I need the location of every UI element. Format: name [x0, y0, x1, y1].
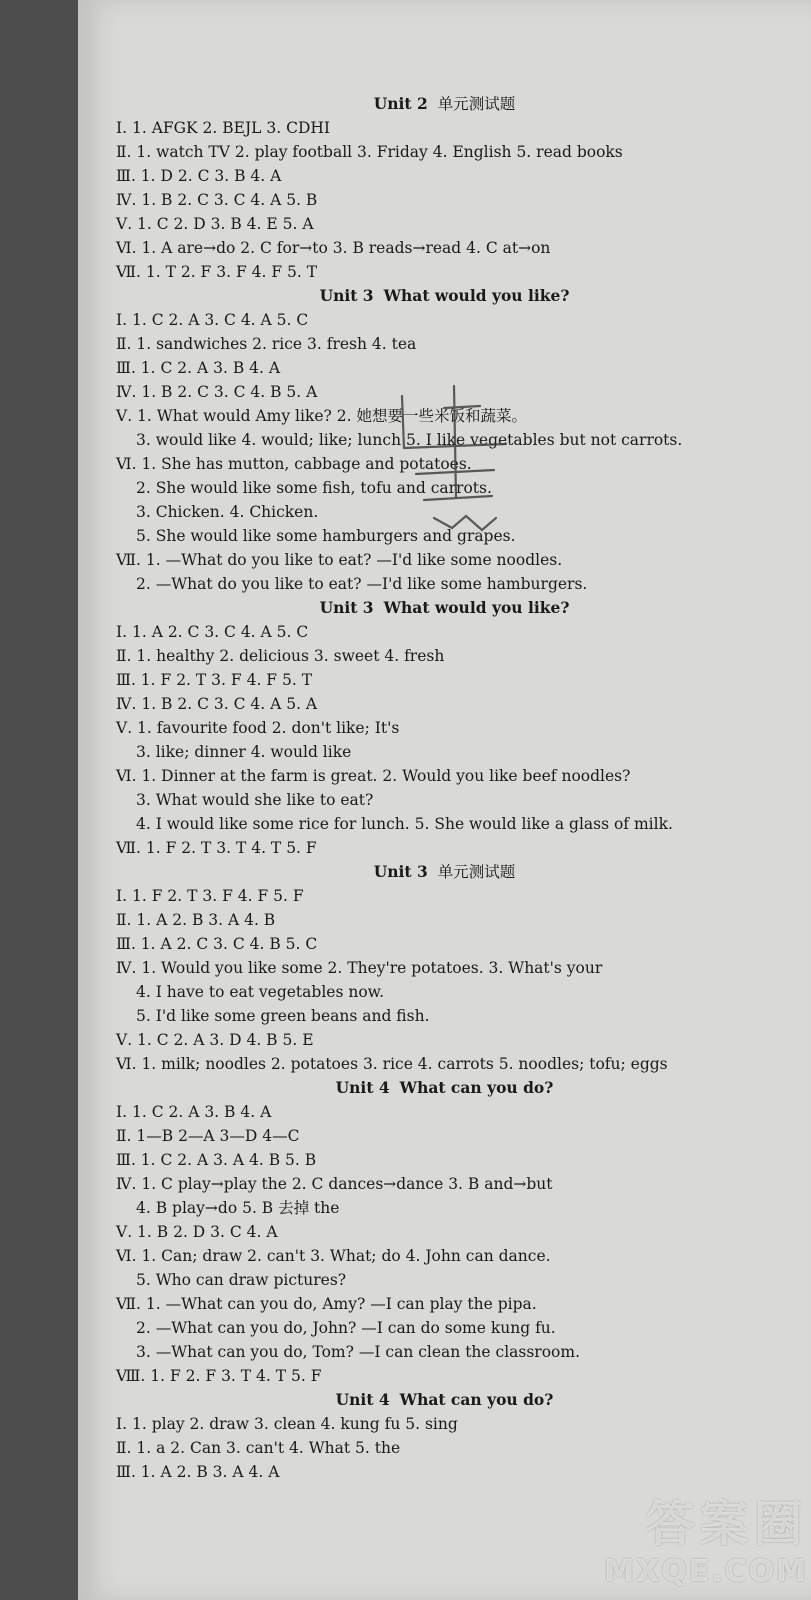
answer-line: Ⅴ. 1. C 2. A 3. D 4. B 5. E [116, 1031, 314, 1049]
answer-line: Ⅱ. 1. watch TV 2. play football 3. Friday 4. English 5. read books [116, 143, 623, 161]
answer-line: Ⅵ. 1. milk; noodles 2. potatoes 3. rice 4. carrots 5. noodles; tofu; eggs [116, 1055, 668, 1073]
section-title: Unit 3 单元测试题 [373, 862, 516, 881]
answer-line: 2. She would like some fish, tofu and carrots. [136, 479, 492, 497]
answer-line: 3. Chicken. 4. Chicken. [136, 503, 319, 521]
section-title: Unit 4 What can you do? [335, 1078, 554, 1097]
answer-line: 2. —What do you like to eat? —I'd like some hamburgers. [136, 575, 588, 593]
answer-line: Ⅶ. 1. T 2. F 3. F 4. F 5. T [116, 263, 318, 281]
answer-line: Ⅵ. 1. Can; draw 2. can't 3. What; do 4. John can dance. [116, 1247, 551, 1265]
answer-line: Ⅲ. 1. A 2. B 3. A 4. A [116, 1463, 280, 1481]
answer-line: Ⅲ. 1. C 2. A 3. A 4. B 5. B [116, 1151, 317, 1169]
answer-line: Ⅲ. 1. D 2. C 3. B 4. A [116, 167, 282, 185]
answer-line: 3. like; dinner 4. would like [136, 743, 352, 761]
answer-line: Ⅲ. 1. C 2. A 3. B 4. A [116, 359, 281, 377]
answer-line: Ⅳ. 1. B 2. C 3. C 4. A 5. B [116, 191, 318, 209]
answer-line: Ⅰ. 1. A 2. C 3. C 4. A 5. C [116, 623, 309, 641]
section-title: Unit 2 单元测试题 [373, 94, 516, 113]
answer-line: Ⅶ. 1. —What do you like to eat? —I'd like some noodles. [116, 551, 563, 569]
answer-line: Ⅴ. 1. favourite food 2. don't like; It's [116, 719, 400, 737]
answer-line: 4. I would like some rice for lunch. 5. She would like a glass of milk. [136, 815, 673, 833]
answer-line: Ⅰ. 1. C 2. A 3. C 4. A 5. C [116, 311, 309, 329]
answer-line: Ⅱ. 1. healthy 2. delicious 3. sweet 4. fresh [116, 647, 445, 665]
answer-line: Ⅰ. 1. AFGK 2. BEJL 3. CDHI [116, 119, 331, 137]
answer-line: Ⅳ. 1. C play→play the 2. C dances→dance 3. B and→but [116, 1175, 553, 1193]
answer-line: Ⅵ. 1. Dinner at the farm is great. 2. Would you like beef noodles? [116, 767, 631, 785]
answer-line: Ⅳ. 1. B 2. C 3. C 4. B 5. A [116, 383, 318, 401]
answer-page [78, 0, 811, 1600]
answer-line: Ⅰ. 1. C 2. A 3. B 4. A [116, 1103, 272, 1121]
answer-line: 5. I'd like some green beans and fish. [136, 1007, 430, 1025]
answer-line: Ⅳ. 1. Would you like some 2. They're potatoes. 3. What's your [116, 959, 603, 977]
answer-line: 4. B play→do 5. B 去掉 the [136, 1199, 340, 1217]
answer-line: 4. I have to eat vegetables now. [136, 983, 384, 1001]
section-title: Unit 3 What would you like? [319, 598, 570, 617]
answer-line: 3. would like 4. would; like; lunch 5. I like vegetables but not carrots. [136, 431, 683, 449]
answer-line: Ⅱ. 1—B 2—A 3—D 4—C [116, 1127, 300, 1145]
answer-line: Ⅴ. 1. B 2. D 3. C 4. A [116, 1223, 278, 1241]
answer-line: Ⅴ. 1. C 2. D 3. B 4. E 5. A [116, 215, 314, 233]
answer-line: 5. She would like some hamburgers and grapes. [136, 527, 516, 545]
answer-line: Ⅶ. 1. F 2. T 3. T 4. T 5. F [116, 839, 317, 857]
answer-line: Ⅷ. 1. F 2. F 3. T 4. T 5. F [116, 1367, 322, 1385]
section-title: Unit 3 What would you like? [319, 286, 570, 305]
watermark-logo: 答案圈 [645, 1496, 808, 1552]
answer-line: Ⅵ. 1. A are→do 2. C for→to 3. B reads→read 4. C at→on [116, 239, 551, 257]
answer-line: 2. —What can you do, John? —I can do some kung fu. [136, 1319, 556, 1337]
section-title: Unit 4 What can you do? [335, 1390, 554, 1409]
answer-line: Ⅴ. 1. What would Amy like? 2. 她想要一些米饭和蔬菜。 [116, 407, 527, 425]
answer-line: Ⅱ. 1. sandwiches 2. rice 3. fresh 4. tea [116, 335, 417, 353]
answer-line: Ⅲ. 1. F 2. T 3. F 4. F 5. T [116, 671, 313, 689]
answer-line: Ⅱ. 1. a 2. Can 3. can't 4. What 5. the [116, 1439, 401, 1457]
answer-line: Ⅶ. 1. —What can you do, Amy? —I can play the pipa. [116, 1295, 537, 1313]
answer-line: Ⅰ. 1. play 2. draw 3. clean 4. kung fu 5. sing [116, 1415, 458, 1433]
answer-line: 3. —What can you do, Tom? —I can clean the classroom. [136, 1343, 581, 1361]
answer-line: 3. What would she like to eat? [136, 791, 374, 809]
pencil-scribble [394, 378, 514, 548]
answer-line: Ⅰ. 1. F 2. T 3. F 4. F 5. F [116, 887, 304, 905]
answer-line: Ⅲ. 1. A 2. C 3. C 4. B 5. C [116, 935, 318, 953]
site-watermark [418, 1485, 808, 1595]
answer-line: 5. Who can draw pictures? [136, 1271, 347, 1289]
answer-line: Ⅵ. 1. She has mutton, cabbage and potatoes. [116, 455, 472, 473]
answer-line: Ⅳ. 1. B 2. C 3. C 4. A 5. A [116, 695, 318, 713]
answer-line: Ⅱ. 1. A 2. B 3. A 4. B [116, 911, 276, 929]
watermark-url: MXQE.COM [604, 1554, 808, 1589]
